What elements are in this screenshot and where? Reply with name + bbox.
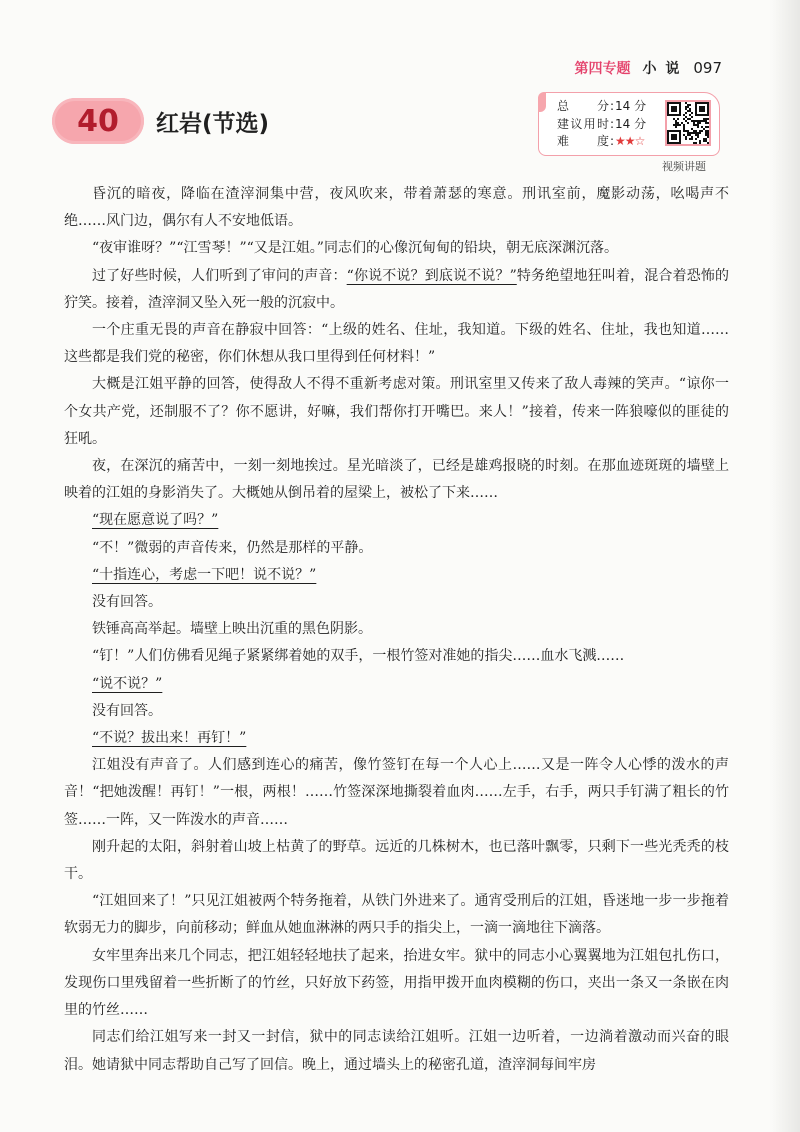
video-explanation-label: 视频讲题 <box>662 160 706 173</box>
article-paragraph <box>64 725 729 752</box>
article-paragraph <box>64 616 729 643</box>
total-score-line: 总分 : 14 分 <box>557 98 646 116</box>
article-paragraph <box>64 181 729 235</box>
article-paragraph <box>64 589 729 616</box>
article-paragraph <box>64 834 729 888</box>
header-category: 小 说 <box>642 61 682 77</box>
article-paragraph <box>64 698 729 725</box>
underlined-quote: “不说？拔出来！再钉！” <box>92 730 247 747</box>
text-run: 昏沉的暗夜，降临在渣滓洞集中营，夜风吹来，带着萧瑟的寒意。刑讯室前，魔影动荡，吆喝声不绝……风门边，偶尔有人不安地低语。 <box>64 186 729 230</box>
text-run: 大概是江姐平静的回答，使得敌人不得不重新考虑对策。刑讯室里又传来了敌人毒辣的笑声。“谅你一个女共产党，还制服不了？你不愿讲，好嘛，我们帮你打开嘴巴。来人！”接着，传来一阵狼嚎似的匪徒的狂吼。 <box>64 376 729 447</box>
article-paragraph <box>64 671 729 698</box>
article-paragraph <box>64 888 729 942</box>
suggested-time-label: 建议用时 <box>557 116 609 131</box>
article-paragraph <box>64 1024 729 1078</box>
article-paragraph <box>64 943 729 1025</box>
underlined-quote: “十指连心，考虑一下吧！说不说？” <box>92 566 317 583</box>
text-run: “不！”微弱的声音传来，仍然是那样的平静。 <box>92 539 373 556</box>
qr-code-icon[interactable] <box>665 100 711 146</box>
text-run: 江姐没有声音了。人们感到连心的痛苦，像竹签钉在每一个人心上……又是一阵令人心悸的泼水的声音！“把她泼醒！再钉！”一根，两根！……竹签深深地撕裂着血肉……左手，右手，两只手钉满了粗长的竹签……一阵，又一阵泼水的声音…… <box>64 757 729 828</box>
underlined-quote: “你说不说？到底说不说？” <box>346 267 517 284</box>
lesson-title: 红岩(节选) <box>156 110 270 137</box>
underlined-quote: “现在愿意说了吗？” <box>92 512 219 529</box>
difficulty-stars-icon: ★★☆ <box>615 134 645 148</box>
article-paragraph <box>64 562 729 589</box>
article-paragraph <box>64 235 729 262</box>
total-score-value: 14 分 <box>615 99 647 113</box>
text-run: 铁锤高高举起。墙壁上映出沉重的黑色阴影。 <box>92 621 372 638</box>
article-paragraph <box>64 371 729 453</box>
running-header <box>574 58 722 78</box>
article-body <box>64 181 729 1079</box>
lesson-number-badge: 40 <box>52 98 144 144</box>
text-run: 夜，在深沉的痛苦中，一刻一刻地挨过。星光暗淡了，已经是雄鸡报晓的时刻。在那血迹斑斑的墙壁上映着的江姐的身影消失了。大概她从倒吊着的屋梁上，被松了下来…… <box>64 458 729 502</box>
score-info-box <box>538 92 720 156</box>
article-paragraph <box>64 535 729 562</box>
article-paragraph <box>64 752 729 834</box>
text-run: “江姐回来了！”只见江姐被两个特务拖着，从铁门外进来了。通宵受刑后的江姐，昏迷地一步一步拖着软弱无力的脚步，向前移动；鲜血从她血淋淋的两只手的指尖上，一滴一滴地往下滴落。 <box>64 893 729 937</box>
total-score-label: 总分 <box>557 99 609 113</box>
text-run: 一个庄重无畏的声音在静寂中回答：“上级的姓名、住址，我知道。下级的姓名、住址，我也知道……这些都是我们党的秘密，你们休想从我口里得到任何材料！” <box>64 322 729 366</box>
page-edge-shadow <box>770 0 800 1132</box>
article-paragraph <box>64 453 729 507</box>
text-run: 过了好些时候，人们听到了审问的声音： <box>92 267 347 284</box>
underlined-quote: “说不说？” <box>92 675 163 692</box>
suggested-time-line: 建议用时 : 14 分 <box>557 116 646 134</box>
text-run: “夜审谁呀？”“江雪琴！”“又是江姐。”同志们的心像沉甸甸的铅块，朝无底深渊沉落。 <box>92 240 618 257</box>
text-run: 女牢里奔出来几个同志，把江姐轻轻地扶了起来，抬进女牢。狱中的同志小心翼翼地为江姐包扎伤口，发现伤口里残留着一些折断了的竹丝，只好放下药签，用指甲拨开血肉模糊的伤口，夹出一条又一条嵌在肉里的竹丝…… <box>64 947 729 1019</box>
difficulty-line: 难度 : ★★☆ <box>557 133 646 151</box>
text-run: 刚升起的太阳，斜射着山坡上枯黄了的野草。远近的几株树木，也已落叶飘零，只剩下一些光秃秃的枝干。 <box>64 838 729 883</box>
info-box-tab <box>538 92 546 112</box>
info-lines <box>557 98 646 151</box>
article-paragraph <box>64 317 729 371</box>
text-run: 同志们给江姐写来一封又一封信，狱中的同志读给江姐听。江姐一边听着，一边淌着激动而兴奋的眼泪。她请狱中同志帮助自己写了回信。晚上，通过墙头上的秘密孔道，渣滓洞每间牢房 <box>64 1029 729 1073</box>
article-paragraph <box>64 507 729 534</box>
text-run: 没有回答。 <box>92 594 162 611</box>
difficulty-label: 难度 <box>557 134 609 148</box>
article-paragraph <box>64 643 729 670</box>
page-number: 097 <box>693 59 722 77</box>
lesson-title-row <box>52 98 269 144</box>
text-run: “钉！”人们仿佛看见绳子紧紧绑着她的双手，一根竹签对准她的指尖……血水飞溅…… <box>92 648 625 665</box>
article-paragraph <box>64 263 729 317</box>
suggested-time-value: 14 分 <box>615 116 647 131</box>
text-run: 特务绝望地狂叫着，混合着恐怖的狞笑。接着，渣滓洞又坠入死一般的沉寂中。 <box>64 267 729 311</box>
text-run: 没有回答。 <box>92 702 162 719</box>
header-special-topic: 第四专题 <box>574 61 631 77</box>
